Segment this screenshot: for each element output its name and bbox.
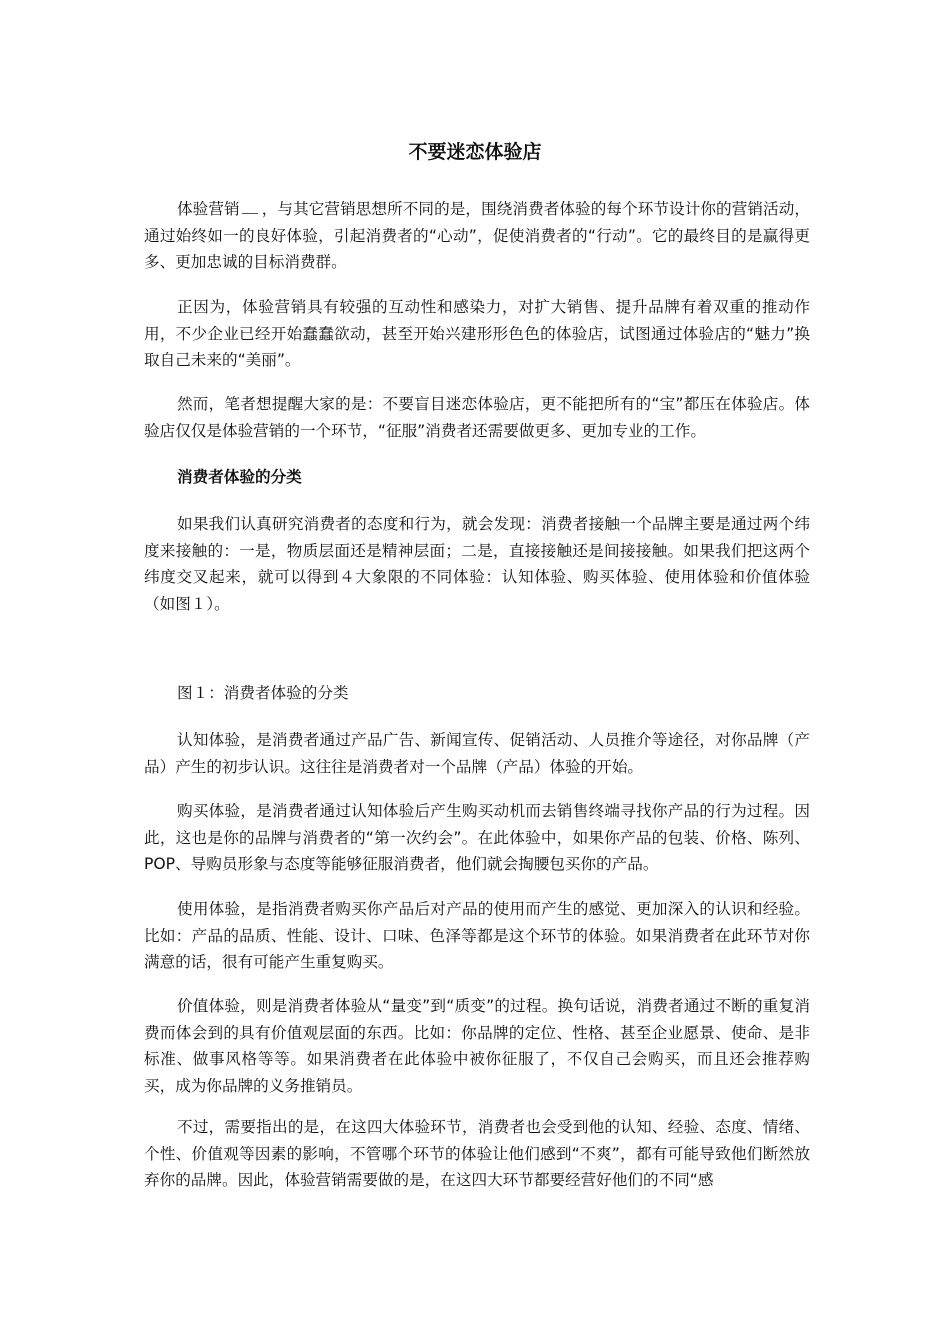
document-title: 不要迷恋体验店 (408, 141, 542, 163)
paragraph-purchase: 购买体验，是消费者通过认知体验后产生购买动机而去销售终端寻找你产品的行为过程。因此，这也是你的品牌与消费者的“第一次约会”。在此体验中，如果你产品的包装、价格、陈列、POP、导购员形象与态度等能够征服消费者，他们就会掏腰包买你的产品。 (144, 802, 810, 873)
paragraph-intro-lead: 体验营销 (177, 200, 240, 218)
paragraph-value: 价值体验，则是消费者体验从“量变”到“质变”的过程。换句话说，消费者通过不断的重复消费而体会到的具有价值观层面的东西。比如：你品牌的定位、性格、甚至企业愿景、使命、是非标准、做事风格等等。如果消费者在此体验中被你征服了，不仅自己会购买，而且还会推荐购买，成为你品牌的义务推销员。 (144, 997, 810, 1095)
paragraph-usage: 使用体验，是指消费者购买你产品后对产品的使用而产生的感觉、更加深入的认识和经验。比如：产品的品质、性能、设计、口味、色泽等都是这个环节的体验。如果消费者在此环节对你满意的话，很有可能产生重复购买。 (144, 900, 810, 971)
section-heading: 消费者体验的分类 (177, 468, 302, 486)
paragraph-intro-rest: ，与其它营销思想所不同的是，围绕消费者体验的每个环节设计你的营销活动，通过始终如一的良好体验，引起消费者的“心动”，促使消费者的“行动”。它的最终目的是赢得更多、更加忠诚的目标消费群。 (144, 200, 810, 271)
paragraph-intro (144, 196, 810, 276)
paragraph-cognitive: 认知体验，是消费者通过产品广告、新闻宣传、促销活动、人员推介等途径，对你品牌（产品）产生的初步认识。这往往是消费者对一个品牌（产品）体验的开始。 (144, 731, 810, 776)
paragraph-dimensions: 如果我们认真研究消费者的态度和行为，就会发现：消费者接触一个品牌主要是通过两个纬度来接触的：一是，物质层面还是精神层面；二是，直接接触还是间接接触。如果我们把这两个纬度交叉起来，就可以得到４大象限的不同体验：认知体验、购买体验、使用体验和价值体验（如图１）。 (144, 515, 810, 613)
paragraph-why: 正因为，体验营销具有较强的互动性和感染力，对扩大销售、提升品牌有着双重的推动作用，不少企业已经开始蠢蠢欲动，甚至开始兴建形形色色的体验店，试图通过体验店的“魅力”换取自己未来的“美丽”。 (144, 298, 810, 369)
figure-caption: 图１：消费者体验的分类 (177, 684, 349, 702)
paragraph-conclusion: 不过，需要指出的是，在这四大体验环节，消费者也会受到他的认知、经验、态度、情绪、个性、价值观等因素的影响，不管哪个环节的体验让他们感到“不爽”，都有可能导致他们断然放弃你的品牌。因此，体验营销需要做的是，在这四大环节都要经营好他们的不同“感 (144, 1118, 810, 1189)
paragraph-warning: 然而，笔者想提醒大家的是：不要盲目迷恋体验店，更不能把所有的“宝”都压在体验店。体验店仅仅是体验营销的一个环节，“征服”消费者还需要做更多、更加专业的工作。 (144, 395, 810, 440)
footnote-marker (242, 207, 258, 214)
